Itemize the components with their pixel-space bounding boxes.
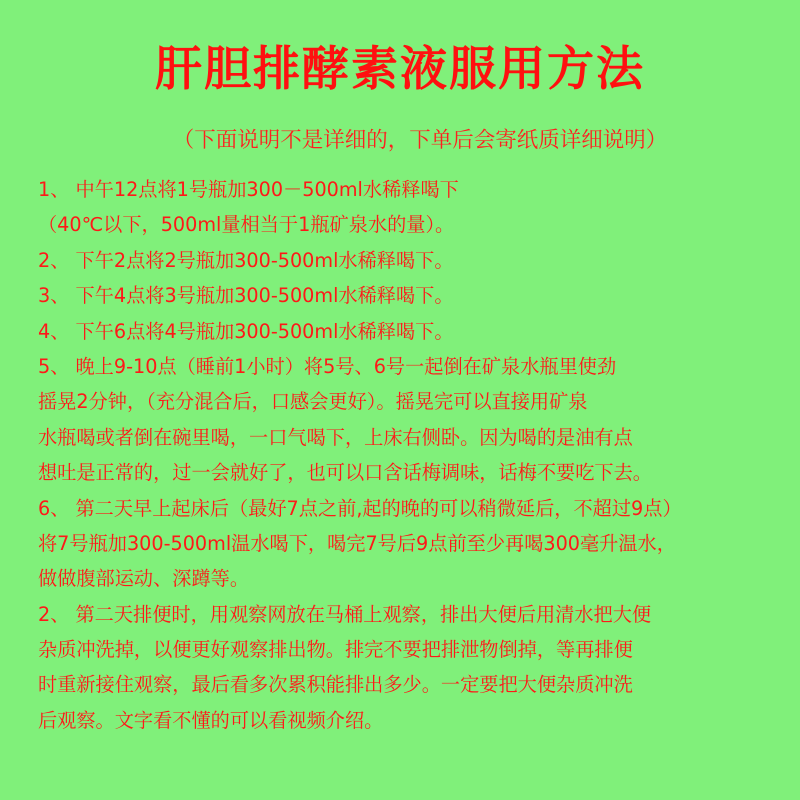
instruction-line: 做做腹部运动、深蹲等。 xyxy=(38,567,250,591)
instruction-line: 2、 第二天排便时，用观察网放在马桶上观察，排出大便后用清水把大便 xyxy=(38,602,652,626)
instruction-line: 杂质冲洗掉，以便更好观察排出物。排完不要把排泄物倒掉，等再排便 xyxy=(38,638,633,662)
instruction-line: 水瓶喝或者倒在碗里喝，一口气喝下，上床右侧卧。因为喝的是油有点 xyxy=(38,425,633,449)
page-subtitle: （下面说明不是详细的，下单后会寄纸质详细说明） xyxy=(172,128,668,153)
instruction-line: 5、 晚上9-10点（睡前1小时）将5号、6号一起倒在矿泉水瓶里使劲 xyxy=(38,354,617,378)
instruction-line: 想吐是正常的，过一会就好了，也可以口含话梅调味，话梅不要吃下去。 xyxy=(38,461,652,485)
instruction-line: 1、 中午12点将1号瓶加300－500ml水稀释喝下 xyxy=(38,178,459,201)
instruction-line: 2、 下午2点将2号瓶加300-500ml水稀释喝下。 xyxy=(38,248,454,272)
instruction-line: （40℃以下，500ml量相当于1瓶矿泉水的量）。 xyxy=(38,213,455,237)
instruction-line: 摇晃2分钟，（充分混合后，口感会更好）。摇晃完可以直接用矿泉 xyxy=(38,390,588,414)
instruction-list xyxy=(38,172,778,738)
page-title: 肝胆排酵素液服用方法 xyxy=(155,42,645,97)
instruction-line: 将7号瓶加300-500ml温水喝下，喝完7号后9点前至少再喝300毫升温水， xyxy=(38,531,676,555)
instruction-line: 后观察。文字看不懂的可以看视频介绍。 xyxy=(38,708,384,732)
instruction-line: 时重新接住观察，最后看多次累积能排出多少。一定要把大便杂质冲洗 xyxy=(38,673,633,697)
instruction-line: 4、 下午6点将4号瓶加300-500ml水稀释喝下。 xyxy=(38,319,454,343)
instruction-line: 6、 第二天早上起床后（最好7点之前,起的晚的可以稍微延后，不超过9点） xyxy=(38,496,682,520)
instruction-line: 3、 下午4点将3号瓶加300-500ml水稀释喝下。 xyxy=(38,284,454,308)
